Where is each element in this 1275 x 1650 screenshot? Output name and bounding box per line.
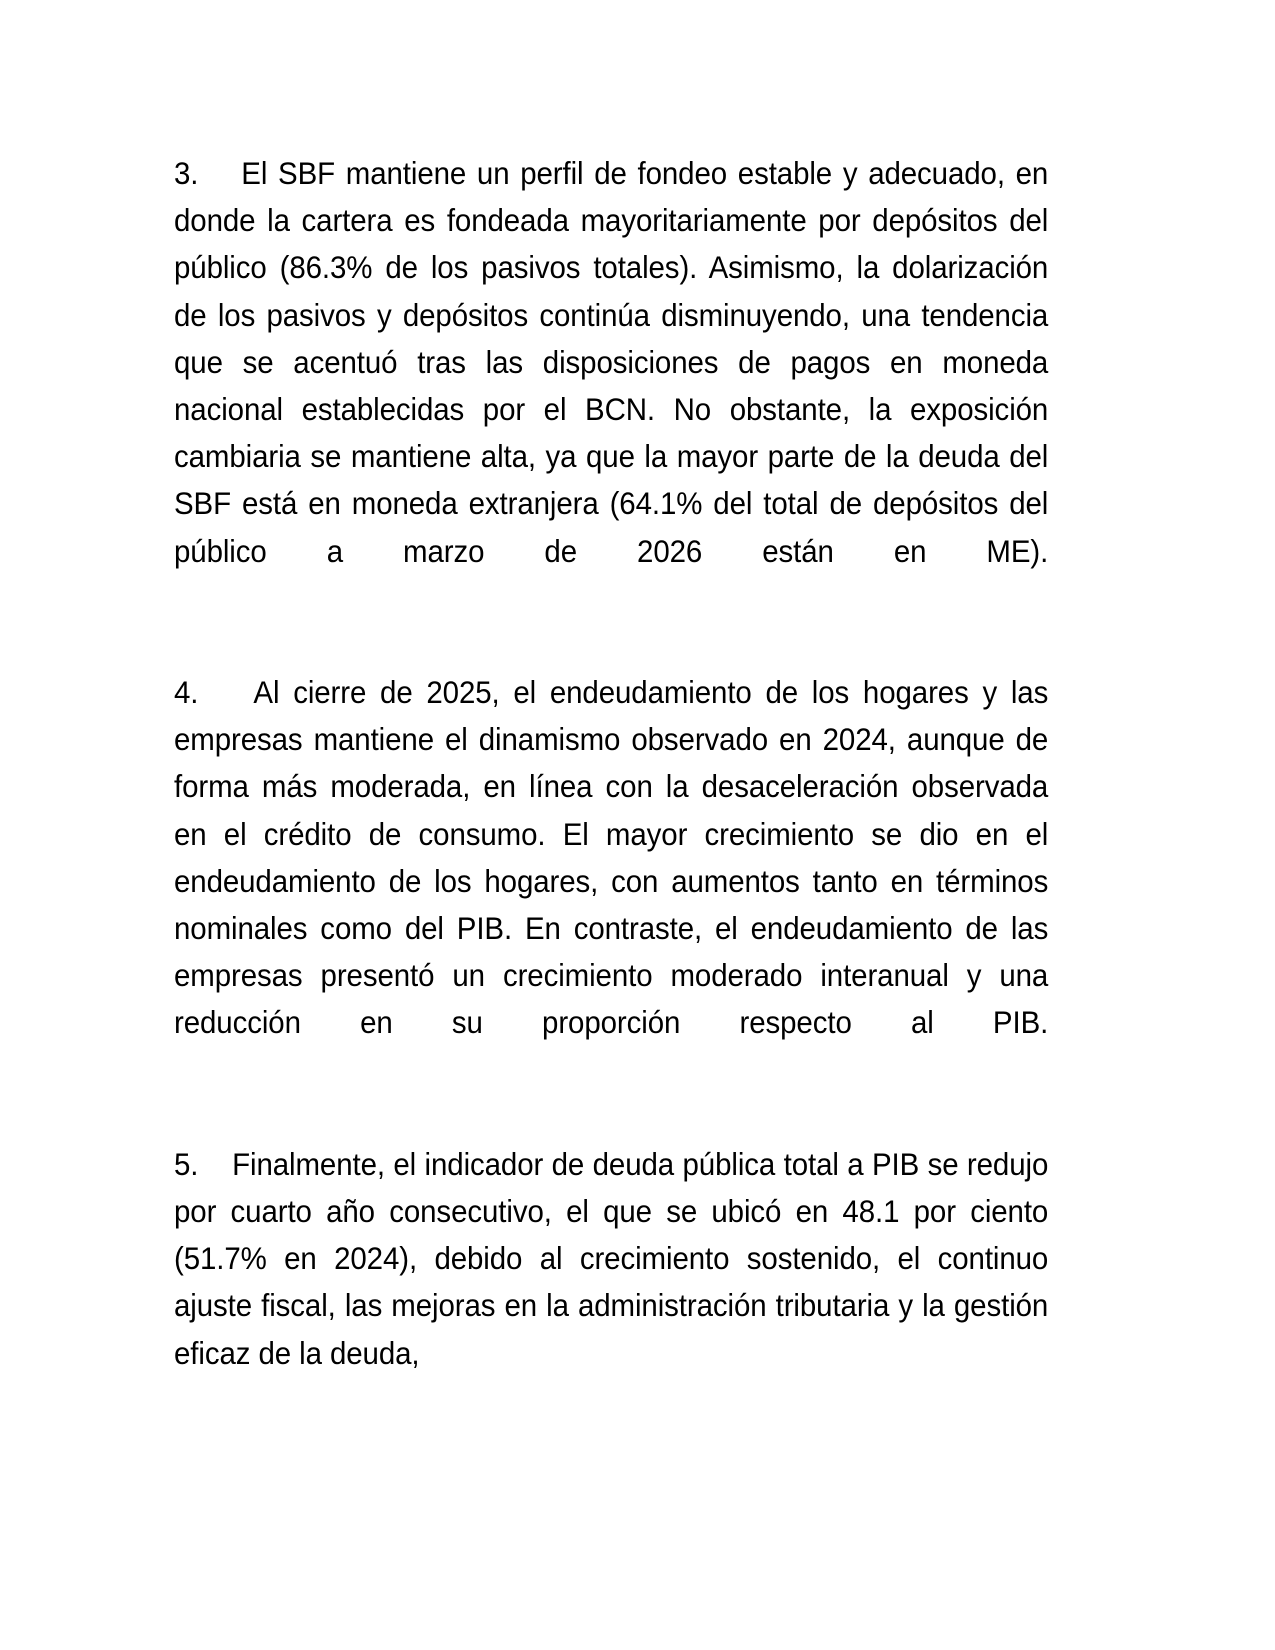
paragraph-5-number: 5. [174, 1145, 199, 1182]
paragraph-3-number-gap [198, 155, 241, 191]
paragraph-3 [174, 150, 1048, 622]
paragraph-3-number: 3. [174, 155, 199, 191]
paragraph-4 [174, 669, 1048, 1094]
paragraph-4-text: Al cierre de 2025, el endeudamiento de los hogares y las empresas mantiene el dinamismo observado en 2024, aunque de forma más moderada, en línea con la desaceleración observada en el crédito de consumo. El mayor crecimiento se dio en el endeudamiento de los hogares, con aumentos tanto en términos nominales como del PIB. En contraste, el endeudamiento de las empresas presentó un crecimiento moderado interanual y una reducción en su proporción respecto al PIB. [174, 674, 1049, 1041]
document-body [174, 150, 1048, 1377]
paragraph-4-number-gap [198, 674, 253, 710]
paragraph-5-number-gap [198, 1146, 232, 1182]
paragraph-4-number: 4. [174, 674, 199, 711]
paragraph-5-text: Finalmente, el indicador de deuda pública total a PIB se redujo por cuarto año consecutivo, el que se ubicó en 48.1 por ciento (51.7% en 2024), debido al crecimiento sostenido, el continuo ajuste fiscal, las mejoras en la administración tributaria y la gestión eficaz de la deuda, [174, 1145, 1049, 1371]
paragraph-3-text: El SBF mantiene un perfil de fondeo estable y adecuado, en donde la cartera es fondeada mayoritariamente por depósitos del público (86.3% de los pasivos totales). Asimismo, la dolarización de los pasivos y depósitos continúa disminuyendo, una tendencia que se acentuó tras las disposiciones de pagos en moneda nacional establecidas por el BCN. No obstante, la exposición cambiaria se mantiene alta, ya que la mayor parte de la deuda del SBF está en moneda extranjera (64.1% del total de depósitos del público a marzo de 2026 están en ME). [174, 155, 1049, 569]
paragraph-5 [174, 1141, 1048, 1377]
